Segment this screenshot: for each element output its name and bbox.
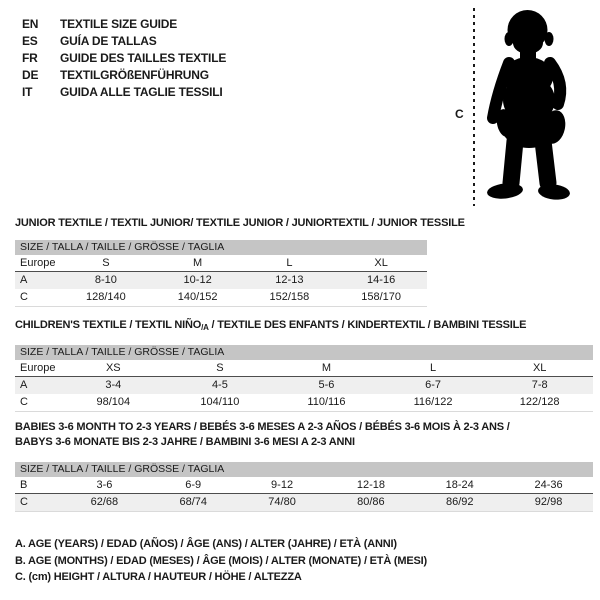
size-cell: 140/152 <box>177 291 218 303</box>
size-cell: 158/170 <box>361 291 401 303</box>
lang-code: EN <box>22 16 39 31</box>
table-row-height <box>15 394 593 411</box>
children-title-post: / TEXTILE DES ENFANTS / KINDERTEXTIL / BAMBINI TESSILE <box>208 319 527 331</box>
babies-title-line2: BABYS 3-6 MONATE BIS 2-3 JAHRE / BAMBINI 3-6 MESI A 2-3 ANNI <box>15 436 355 448</box>
row-label: Europe <box>20 257 56 269</box>
lang-row-en <box>22 15 226 32</box>
size-cell: 62/68 <box>90 496 119 508</box>
size-cell: XS <box>105 362 121 374</box>
row-label: A <box>20 274 28 286</box>
row-label: B <box>20 479 28 491</box>
size-cell: 92/98 <box>534 496 563 508</box>
size-cell: 86/92 <box>445 496 474 508</box>
footnote-legend <box>15 536 427 586</box>
size-cell: L <box>286 257 293 269</box>
lang-row-de <box>22 66 226 83</box>
babies-table-title <box>15 420 510 450</box>
size-cell: 3-6 <box>96 479 113 491</box>
size-cell: 5-6 <box>318 379 335 391</box>
table-row-height <box>15 289 427 306</box>
size-cell: 116/122 <box>413 396 453 408</box>
size-cell: 3-4 <box>105 379 122 391</box>
lang-code: DE <box>22 67 39 82</box>
children-title-pre: CHILDREN'S TEXTILE / TEXTIL NIÑO <box>15 319 202 331</box>
size-cell: M <box>321 362 332 374</box>
table-row-age <box>15 377 593 394</box>
junior-size-table <box>15 240 427 307</box>
size-cell: 12-13 <box>275 274 304 286</box>
size-cell: 14-16 <box>367 274 396 286</box>
row-label: C <box>20 396 28 408</box>
size-cell: 7-8 <box>531 379 548 391</box>
footnote-c: C. (cm) HEIGHT / ALTURA / HAUTEUR / HÖHE / ALTEZZA <box>15 571 302 583</box>
lang-label: GUÍA DE TALLAS <box>60 33 157 48</box>
size-header-bar: SIZE / TALLA / TAILLE / GRÖSSE / TAGLIA <box>15 345 593 360</box>
size-cell: 18-24 <box>445 479 474 491</box>
row-label: Europe <box>20 362 56 374</box>
lang-label: GUIDA ALLE TAGLIE TESSILI <box>60 84 223 99</box>
lang-row-fr <box>22 49 226 66</box>
size-header-bar: SIZE / TALLA / TAILLE / GRÖSSE / TAGLIA <box>15 240 427 255</box>
lang-code: IT <box>22 84 33 99</box>
lang-label: TEXTILGRÖßENFÜHRUNG <box>60 67 209 82</box>
baby-silhouette-icon <box>478 5 598 210</box>
table-row-europe <box>15 255 427 272</box>
lang-row-it <box>22 83 226 100</box>
size-cell: 9-12 <box>271 479 294 491</box>
size-cell: XL <box>374 257 388 269</box>
size-cell: 8-10 <box>94 274 117 286</box>
footnote-b: B. AGE (MONTHS) / EDAD (MESES) / ÂGE (MOIS) / ALTER (MONATE) / ETÀ (MESI) <box>15 554 427 567</box>
lang-code: ES <box>22 33 38 48</box>
size-cell: 24-36 <box>534 479 563 491</box>
table-row-height <box>15 494 593 511</box>
footnote-a: A. AGE (YEARS) / EDAD (AÑOS) / ÂGE (ANS) / ALTER (JAHRE) / ETÀ (ANNI) <box>15 538 397 550</box>
junior-table-title: JUNIOR TEXTILE / TEXTIL JUNIOR/ TEXTILE JUNIOR / JUNIORTEXTIL / JUNIOR TESSILE <box>15 217 465 229</box>
size-cell: 12-18 <box>356 479 385 491</box>
size-cell: 110/116 <box>307 396 346 408</box>
table-row-age-months <box>15 477 593 494</box>
size-header-bar: SIZE / TALLA / TAILLE / GRÖSSE / TAGLIA <box>15 462 593 477</box>
size-cell: L <box>430 362 437 374</box>
size-cell: 74/80 <box>268 496 296 508</box>
row-label: A <box>20 379 28 391</box>
size-cell: 10-12 <box>183 274 212 286</box>
children-table-title <box>15 319 526 332</box>
size-cell: 68/74 <box>179 496 207 508</box>
lang-label: GUIDE DES TAILLES TEXTILE <box>60 50 227 65</box>
size-cell: 98/104 <box>96 396 131 408</box>
size-cell: 6-9 <box>185 479 202 491</box>
size-cell: 4-5 <box>211 379 228 391</box>
children-title-sub: /A <box>201 323 209 332</box>
language-header-block <box>22 15 226 100</box>
size-cell: 128/140 <box>85 291 126 303</box>
size-cell: XL <box>532 362 547 374</box>
lang-row-es <box>22 32 226 49</box>
size-cell: 152/158 <box>269 291 310 303</box>
table-row-europe <box>15 360 593 377</box>
size-cell: 122/128 <box>519 396 560 408</box>
height-measure-dashed-line <box>473 8 475 206</box>
children-size-table <box>15 345 593 412</box>
size-cell: S <box>216 362 224 374</box>
size-cell: 80/86 <box>357 496 385 508</box>
size-cell: 6-7 <box>425 379 442 391</box>
size-cell: M <box>193 257 203 269</box>
table-row-age <box>15 272 427 289</box>
lang-label: TEXTILE SIZE GUIDE <box>60 16 178 31</box>
lang-code: FR <box>22 50 38 65</box>
babies-title-line1: BABIES 3-6 MONTH TO 2-3 YEARS / BEBÉS 3-6 MESES A 2-3 AÑOS / BÉBÉS 3-6 MOIS À 2-3 ANS / <box>15 421 510 433</box>
size-cell: S <box>102 257 110 269</box>
row-label: C <box>20 496 28 508</box>
babies-size-table <box>15 462 593 512</box>
row-label: C <box>20 291 28 303</box>
height-measure-label: C <box>455 107 464 121</box>
size-cell: 104/110 <box>200 396 240 408</box>
